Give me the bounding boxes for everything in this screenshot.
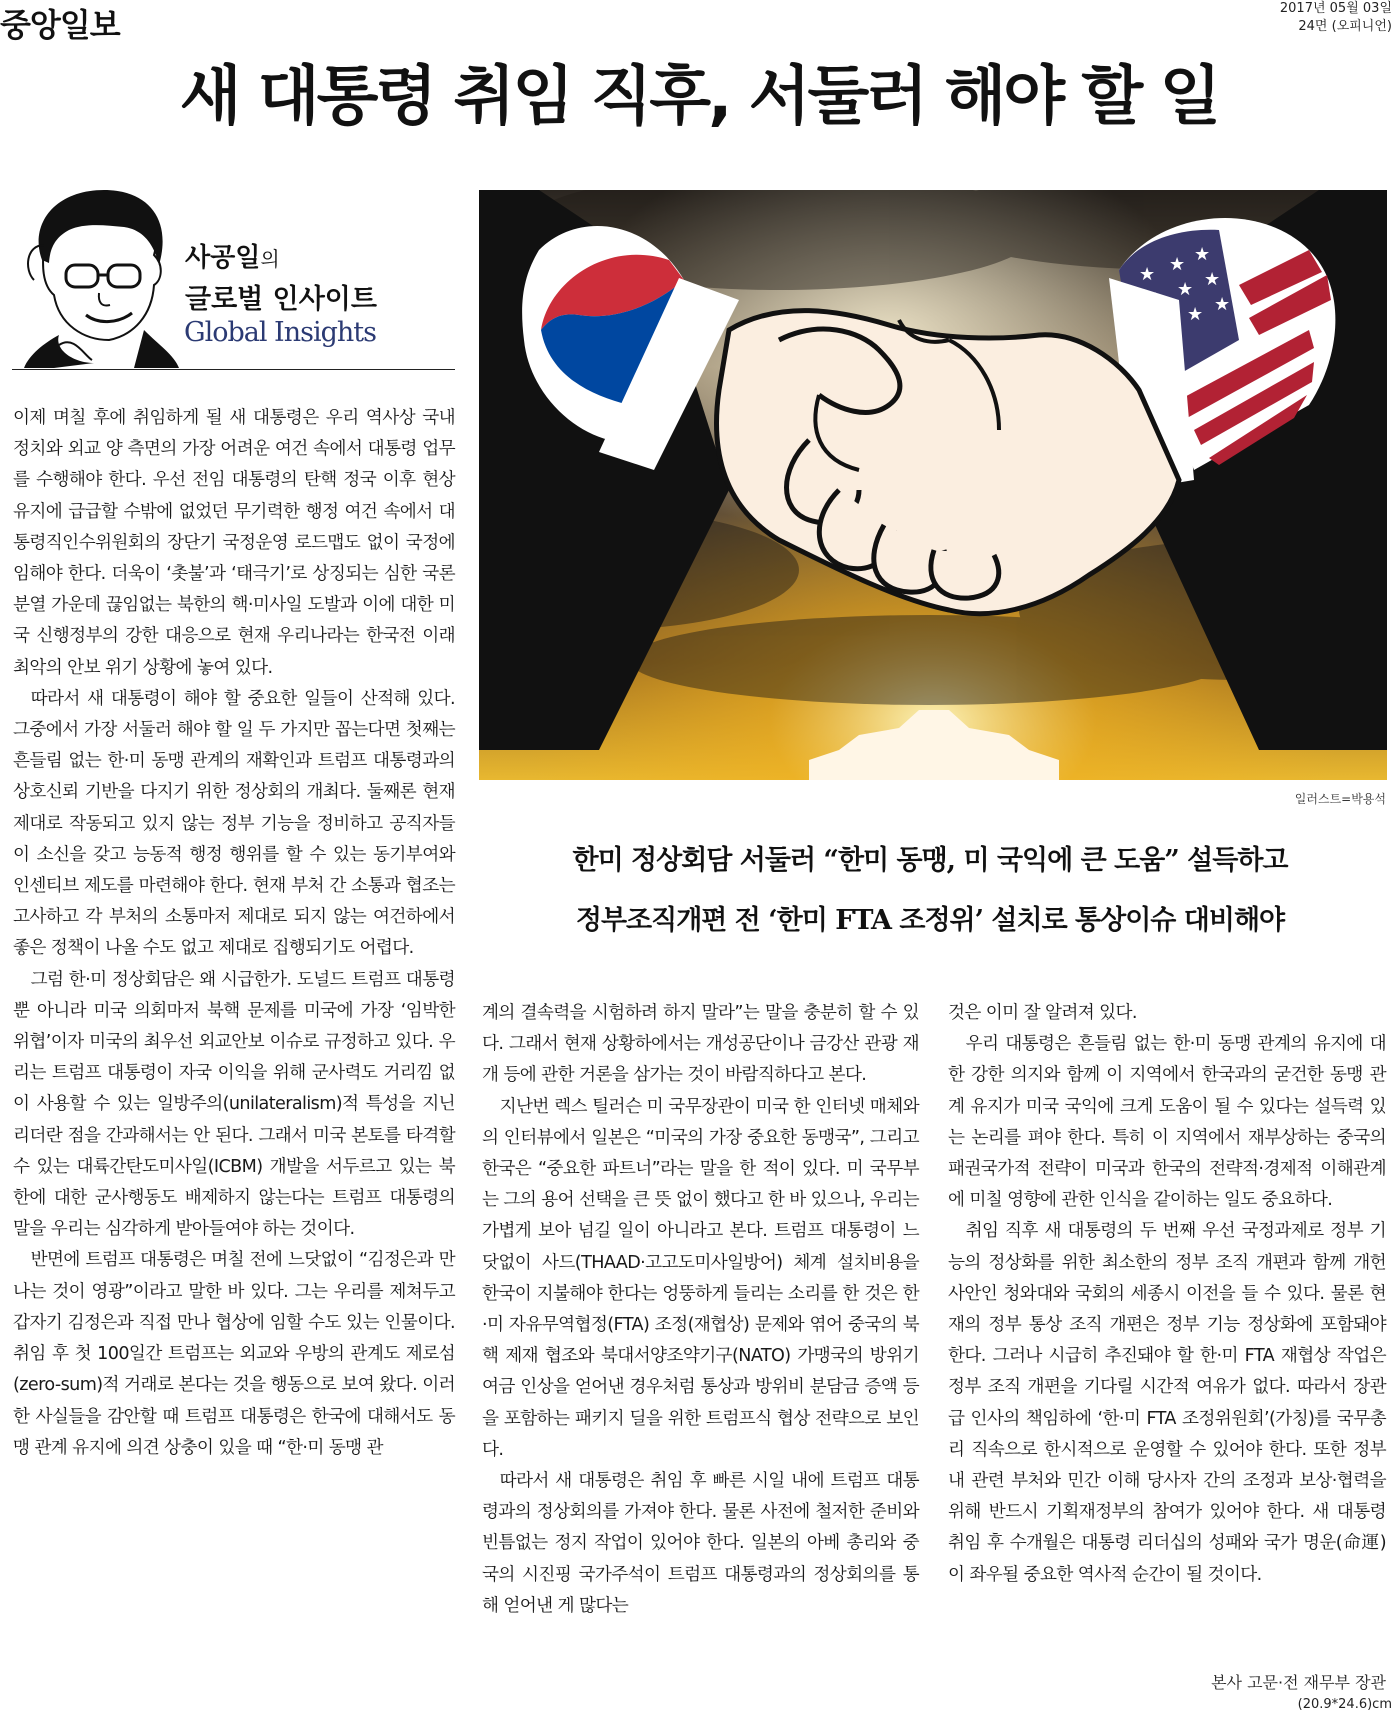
subhead-1: 한미 정상회담 서둘러 “한미 동맹, 미 국익에 큰 도움” 설득하고 bbox=[572, 845, 1288, 876]
dateline bbox=[1280, 0, 1392, 36]
svg-text:★: ★ bbox=[1139, 264, 1156, 285]
svg-text:★: ★ bbox=[1177, 279, 1194, 300]
illustration-credit: 일러스트=박용석 bbox=[1294, 792, 1386, 806]
handshake-illustration bbox=[479, 190, 1387, 780]
paragraph: 우리 대통령은 흔들림 없는 한·미 동맹 관계의 유지에 대한 강한 의지와 함께 이 지역에서 한국과의 굳건한 동맹 관계 유지가 미국 국익에 크게 도움이 될 수 있다는 설득력 있는 논리를 펴야 한다. 특히 이 지역에서 재부상하는 중국의 패권국가적 전략이 미국과 한국의 전략적·경제적 이해관계에 미칠 영향에 관한 인식을 같이하는 일도 중요하다. bbox=[948, 1034, 1386, 1211]
paragraph: 것은 이미 잘 알려져 있다. bbox=[948, 1003, 1137, 1023]
column-title-en: Global Insights bbox=[184, 317, 376, 348]
svg-text:★: ★ bbox=[1204, 269, 1221, 290]
body-column-3 bbox=[948, 998, 1386, 1591]
page-section: 24면 (오피니언) bbox=[1298, 19, 1392, 34]
column-author: 사공일의 bbox=[185, 243, 280, 273]
paragraph: 지난번 렉스 틸러슨 미 국무장관이 미국 한 인터넷 매체와의 인터뷰에서 일본은 “미국의 가장 중요한 동맹국”, 그리고 한국은 “중요한 파트너”라는 말을 한 적이 있다. 미 국무부는 그의 용어 선택을 큰 뜻 없이 했다고 한 바 있으나, 우리는 가볍게 보아 넘길 일이 아니라고 본다. 트럼프 대통령이 느닷없이 사드(THAAD·고고도미사일방어) 체계 설치비용을 한국이 지불해야 한다는 엉뚱하게 들리는 소리를 한 것은 한·미 자유무역협정(FTA) 조정(재협상) 문제와 엮어 중국의 북핵 제재 협조와 북대서양조약기구(NATO) 가맹국의 방위기여금 인상을 얻어낸 경우처럼 통상과 방위비 분담금 증액 등을 포함하는 패키지 딜을 위한 트럼프식 협상 전략으로 보인다. bbox=[482, 1096, 920, 1460]
paragraph: 그럼 한·미 정상회담은 왜 시급한가. 도널드 트럼프 대통령뿐 아니라 미국 의회마저 북핵 문제를 미국에 가장 ‘임박한 위협’이자 미국의 최우선 외교안보 이슈로 규정하고 있다. 우리는 트럼프 대통령이 자국 이익을 위해 군사력도 거리낌 없이 사용할 수 있는 일방주의(unilateralism)적 특성을 지닌 리더란 점을 간과해서는 안 된다. 그래서 미국 본토를 타격할 수 있는 대륙간탄도미사일(ICBM) 개발을 서두르고 있는 북한에 대한 군사행동도 배제하지 않는다는 트럼프 대통령의 말을 우리는 심각하게 받아들여야 하는 것이다. bbox=[13, 969, 455, 1240]
body-column-2 bbox=[482, 998, 919, 1622]
svg-text:★: ★ bbox=[1194, 244, 1211, 265]
paragraph: 취임 직후 새 대통령의 두 번째 우선 국정과제로 정부 기능의 정상화를 위한 최소한의 정부 조직 개편과 함께 개헌 사안인 청와대와 국회의 세종시 이전을 들 수 있다. 물론 현재의 정부 통상 조직 개편은 정부 기능 정상화에 포함돼야 한다. 그러나 시급히 추진돼야 할 한·미 FTA 재협상 작업은 정부 조직 개편을 기다릴 시간적 여유가 없다. 따라서 장관급 인사의 책임하에 ‘한·미 FTA 조정위원회’(가칭)를 국무총리 직속으로 한시적으로 운영할 수 있어야 한다. 또한 정부 내 관련 부처와 민간 이해 당사자 간의 조정과 보상·협력을 위해 반드시 기획재정부의 참여가 있어야 한다. 새 대통령 취임 후 수개월은 대통령 리더십의 성패와 국가 명운(命運)이 좌우될 중요한 역사적 순간이 될 것이다. bbox=[948, 1221, 1386, 1585]
paragraph: 반면에 트럼프 대통령은 며칠 전에 느닷없이 “김정은과 만나는 것이 영광”이라고 말한 바 있다. 그는 우리를 제쳐두고 갑자기 김정은과 직접 만나 협상에 임할 수도 있는 인물이다. 취임 후 첫 100일간 트럼프는 외교와 우방의 관계도 제로섬(zero-sum)적 거래로 본다는 것을 행동으로 보여 왔다. 이러한 사실들을 감안할 때 트럼프 대통령은 한국에 대해서도 동맹 관계 유지에 의견 상충이 있을 때 “한·미 동맹 관 bbox=[13, 1250, 455, 1458]
svg-text:★: ★ bbox=[1187, 304, 1204, 325]
newspaper-logo: 중앙일보 bbox=[0, 6, 120, 44]
paragraph: 이제 며칠 후에 취임하게 될 새 대통령은 우리 역사상 국내 정치와 외교 양 측면의 가장 어려운 여건 속에서 대통령 업무를 수행해야 한다. 우선 전임 대통령의 탄핵 정국 이후 현상유지에 급급할 수밖에 없었던 무기력한 행정 여건 속에서 대통령직인수위원회의 장단기 국정운영 로드맵도 없이 국정에 임해야 한다. 더욱이 ‘촛불’과 ‘태극기’로 상징되는 심한 국론 분열 가운데 끊임없는 북한의 핵·미사일 도발과 이에 대한 미국 신행정부의 강한 대응으로 현재 우리나라는 한국전 이래 최악의 안보 위기 상황에 놓여 있다. bbox=[13, 408, 455, 678]
column-header bbox=[12, 185, 455, 370]
subhead-2: 정부조직개편 전 ‘한미 FTA 조정위’ 설치로 통상이슈 대비해야 bbox=[575, 905, 1285, 936]
paragraph: 따라서 새 대통령은 취임 후 빠른 시일 내에 트럼프 대통령과의 정상회의를 가져야 한다. 물론 사전에 철저한 준비와 빈틈없는 정지 작업이 있어야 한다. 일본의 아베 총리와 중국의 시진핑 국가주석이 트럼프 대통령과의 정상회의를 통해 얻어낸 게 많다는 bbox=[482, 1471, 919, 1616]
column-title-kr: 글로벌 인사이트 bbox=[185, 284, 377, 315]
body-column-1 bbox=[13, 403, 455, 1464]
article-size: (20.9*24.6)cm bbox=[1297, 1697, 1392, 1712]
svg-text:★: ★ bbox=[1214, 294, 1231, 315]
headline: 새 대통령 취임 직후, 서둘러 해야 할 일 bbox=[179, 60, 1219, 134]
svg-text:★: ★ bbox=[1169, 254, 1186, 275]
author-portrait bbox=[14, 185, 179, 368]
paragraph: 계의 결속력을 시험하려 하지 말라”는 말을 충분히 할 수 있다. 그래서 현재 상황하에서는 개성공단이나 금강산 관광 재개 등에 관한 거론을 삼가는 것이 바람직하다고 본다. bbox=[482, 1003, 919, 1086]
author-byline: 본사 고문·전 재무부 장관 bbox=[1211, 1673, 1386, 1692]
paragraph: 따라서 새 대통령이 해야 할 중요한 일들이 산적해 있다. 그중에서 가장 서둘러 해야 할 일 두 가지만 꼽는다면 첫째는 흔들림 없는 한·미 동맹 관계의 재확인과 트럼프 대통령과의 상호신뢰 기반을 다지기 위한 정상회의 개최다. 둘째론 현재 제대로 작동되고 있지 않는 정부 기능을 정비하고 공직자들이 소신을 갖고 능동적 행정 행위를 할 수 있는 동기부여와 인센티브 제도를 마련해야 한다. 현재 부처 간 소통과 협조는 고사하고 각 부처의 소통마저 제대로 되지 않는 여건하에서 좋은 정책이 나올 수도 없고 제대로 집행되기도 어렵다. bbox=[13, 688, 455, 959]
publication-date: 2017년 05월 03일 bbox=[1279, 1, 1392, 16]
